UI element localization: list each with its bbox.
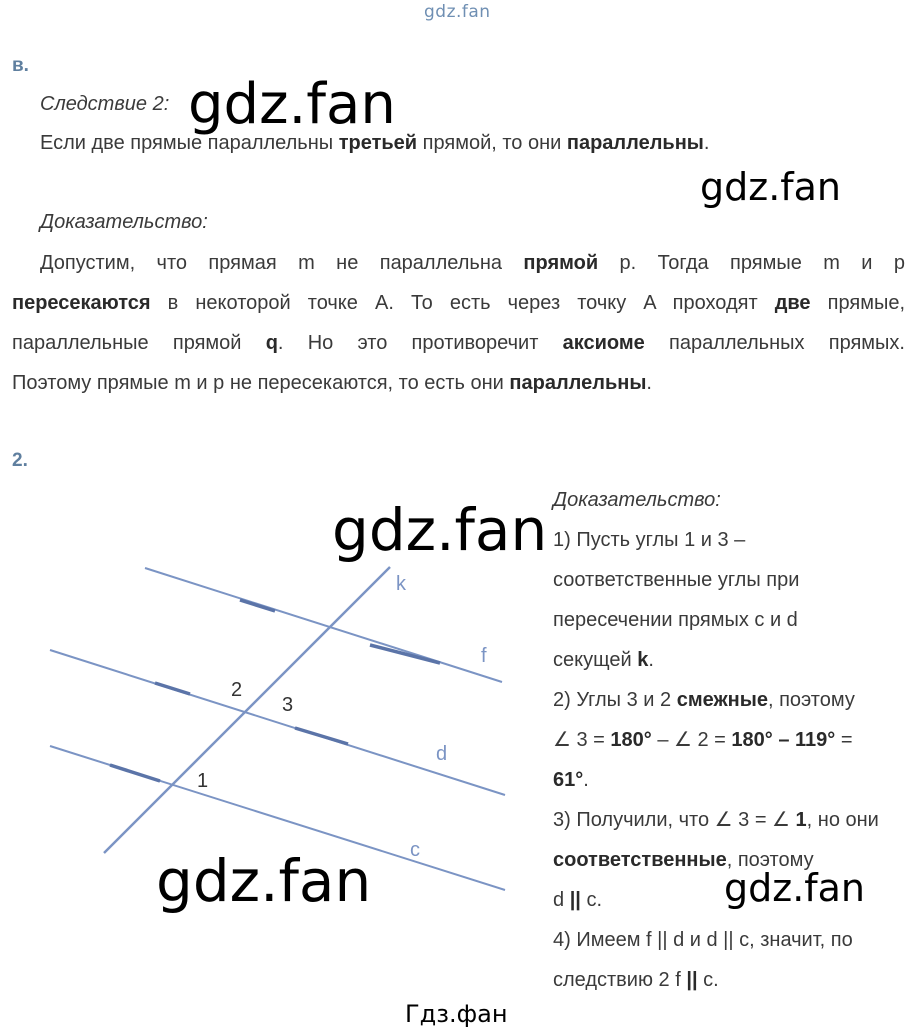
section-label-v: в. (12, 55, 29, 76)
step-4-line: 4) Имеем f || d и d || c, значит, по (553, 929, 853, 951)
label-c: c (410, 839, 420, 861)
step-1-line: 1) Пусть углы 1 и 3 – (553, 529, 746, 551)
angle-2-label: 2 (231, 679, 243, 701)
tick-mark (110, 765, 160, 781)
angle-3-label: 3 (282, 694, 294, 716)
watermark: gdz.fan (188, 72, 396, 137)
watermark: gdz.fan (700, 165, 842, 209)
watermark: gdz.fan (332, 496, 548, 564)
proof-line: Допустим, что прямая m не параллельна прямой p. Тогда прямые m и p (40, 252, 905, 274)
label-f: f (481, 645, 487, 667)
watermark: gdz.fan (156, 847, 372, 915)
tick-mark (295, 728, 348, 744)
step-1-line: соответственные углы при (553, 569, 800, 591)
step-2-line: ∠ 3 = 180° – ∠ 2 = 180° – 119° = (553, 729, 853, 751)
proof-title-2: Доказательство: (553, 489, 721, 511)
angle-1-label: 1 (197, 770, 209, 792)
line-f (145, 568, 502, 682)
corollary-text: Если две прямые параллельны третьей прямой, то они параллельны. (40, 132, 710, 154)
proof-line: пересекаются в некоторой точке A. То есть через точку A проходят две прямые, (12, 292, 905, 314)
proof-title-v: Доказательство: (40, 211, 208, 233)
tick-mark (370, 645, 440, 663)
step-1-line: секущей k. (553, 649, 654, 671)
proof-line: Поэтому прямые m и p не пересекаются, то есть они параллельны. (12, 372, 652, 394)
proof-column-2 (553, 480, 879, 1000)
tick-mark (240, 600, 275, 611)
line-d (50, 650, 505, 795)
step-3-line: d || c. (553, 889, 603, 911)
watermark: gdz.fan (724, 866, 866, 910)
top-watermark: gdz.fan (424, 2, 491, 22)
step-3-line: соответственные, поэтому (553, 849, 814, 871)
step-1-line: пересечении прямых c и d (553, 609, 798, 631)
label-d: d (436, 743, 448, 765)
corollary-title: Следствие 2: (40, 93, 170, 115)
line-k (104, 567, 390, 853)
label-k: k (396, 573, 406, 595)
step-3-line: 3) Получили, что ∠ 3 = ∠ 1, но они (553, 809, 879, 831)
tick-mark (155, 683, 190, 694)
step-2-line: 61°. (553, 769, 589, 791)
footer-caption: Гдз.фан (405, 1000, 508, 1028)
step-4-line: следствию 2 f || c. (553, 969, 719, 991)
proof-line: параллельные прямой q. Но это противоречит аксиоме параллельных прямых. (12, 332, 905, 354)
step-2-line: 2) Углы 3 и 2 смежные, поэтому (553, 689, 855, 711)
section-label-2: 2. (12, 450, 28, 471)
